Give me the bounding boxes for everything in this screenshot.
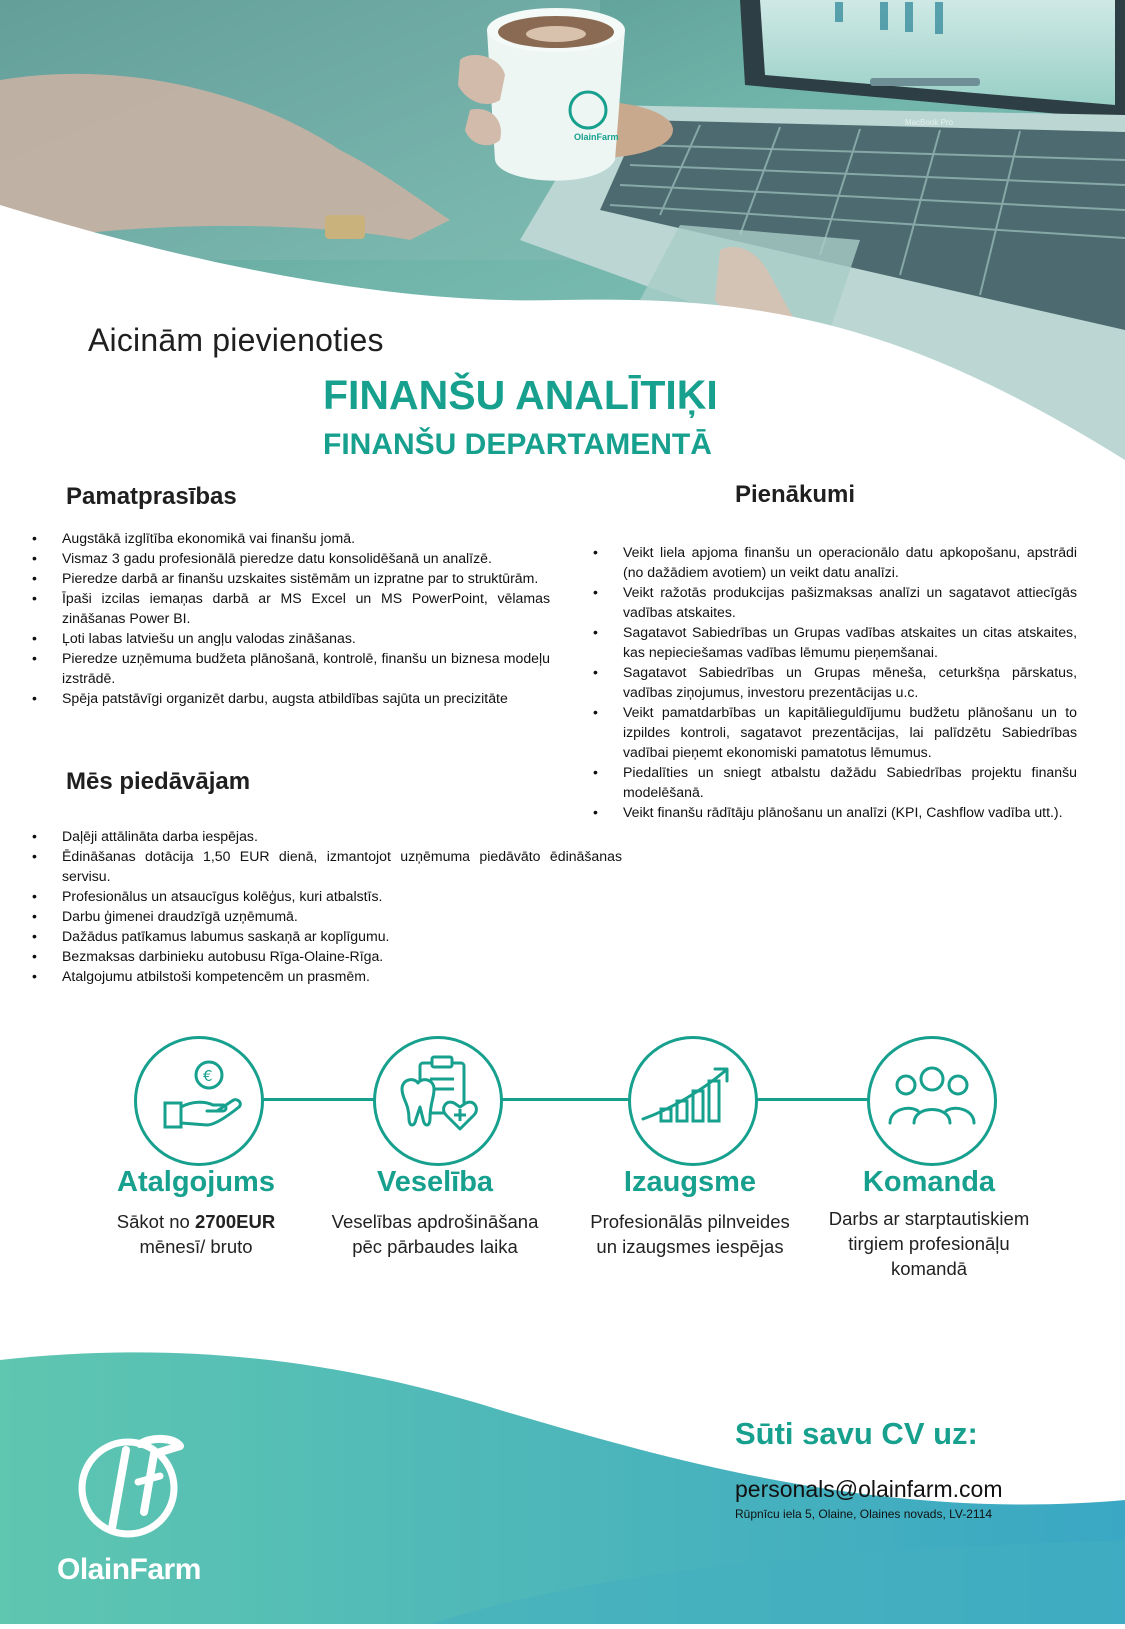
list-item: • Veikt pamatdarbības un kapitālieguldījumu budžetu plānošanu un to izpildes kontroli, sagatavot prezentācijas, lai palīdzētu Sabiedrības vadībai pieņemt ekonomiski pamatotus lēmumus. xyxy=(623,702,1077,762)
list-item: • Īpaši izcilas iemaņas darbā ar MS Excel un MS PowerPoint, vēlamas zināšanas Power BI. xyxy=(62,588,550,628)
list-item: • Darbu ģimenei draudzīgā uzņēmumā. xyxy=(62,906,622,926)
salary-hand-euro-icon xyxy=(137,1039,261,1163)
intro-heading: Aicinām pievienoties xyxy=(88,322,384,358)
offer-heading: Mēs piedāvājam xyxy=(66,768,251,795)
health-tooth-clipboard-icon xyxy=(376,1039,500,1163)
growth-circle xyxy=(628,1036,758,1166)
benefit-title: Atalgojums xyxy=(117,1166,275,1198)
brand-logo-text: OlainFarm xyxy=(57,1553,201,1586)
benefit-description xyxy=(809,1206,1049,1281)
requirements-list xyxy=(62,528,550,708)
benefit-description xyxy=(315,1209,555,1259)
benefit-text: komandā xyxy=(890,1258,968,1279)
list-item: • Bezmaksas darbinieku autobusu Rīga-Olaine-Rīga. xyxy=(62,946,622,966)
list-item: • Atalgojumu atbilstoši kompetencēm un prasmēm. xyxy=(62,966,622,986)
list-item: • Profesionālus un atsaucīgus kolēģus, kuri atbalstīs. xyxy=(62,886,622,906)
contact-address: Rūpnīcu iela 5, Olaine, Olaines novads, LV-2114 xyxy=(735,1507,993,1521)
benefit-text: Darbs ar starptautiskiem xyxy=(828,1208,1030,1229)
offer-list xyxy=(62,826,622,986)
list-item: • Sagatavot Sabiedrības un Grupas mēneša, ceturkšņa pārskatus, vadības ziņojumus, investoru prezentācijas u.c. xyxy=(623,662,1077,702)
benefit-text: un izaugsmes iespējas xyxy=(596,1236,784,1257)
department-title: FINANŠU DEPARTAMENTĀ xyxy=(323,428,712,461)
growth-bar-chart-icon xyxy=(631,1039,755,1163)
benefit-text: tirgiem profesionāļu xyxy=(848,1233,1010,1254)
list-item: • Dažādus patīkamus labumus saskaņā ar koplīgumu. xyxy=(62,926,622,946)
job-title: FINANŠU ANALĪTIĶI xyxy=(323,372,718,418)
salary-amount: 2700EUR xyxy=(194,1211,276,1232)
list-item: • Augstākā izglītība ekonomikā vai finanšu jomā. xyxy=(62,528,550,548)
benefits-connector-line xyxy=(190,1098,935,1101)
benefit-title: Izaugsme xyxy=(623,1166,757,1198)
benefit-text: Profesionālās pilnveides xyxy=(590,1211,790,1232)
list-item: • Veikt liela apjoma finanšu un operacionālo datu apkopošanu, apstrādi (no dažādiem avotiem) un veikt datu analīzi. xyxy=(623,542,1077,582)
benefit-description xyxy=(76,1209,316,1259)
benefit-text: Veselības apdrošināšana xyxy=(331,1211,539,1232)
duties-list xyxy=(623,542,1077,822)
svg-text:€: € xyxy=(203,1067,213,1085)
list-item: • Ļoti labas latviešu un angļu valodas zināšanas. xyxy=(62,628,550,648)
list-item: • Vismaz 3 gadu profesionālā pieredze datu konsolidēšanā un analīzē. xyxy=(62,548,550,568)
list-item: • Veikt finanšu rādītāju plānošanu un analīzi (KPI, Cashflow vadība utt.). xyxy=(623,802,1077,822)
benefit-text: pēc pārbaudes laika xyxy=(352,1236,518,1257)
list-item: • Daļēji attālināta darba iespējas. xyxy=(62,826,622,846)
benefit-title: Komanda xyxy=(862,1166,996,1198)
laptop-label: MacBook Pro xyxy=(905,118,954,127)
benefit-title: Veselība xyxy=(376,1166,494,1198)
list-item: • Veikt ražotās produkcijas pašizmaksas analīzi un sagatavot attiecīgās vadības atskaites. xyxy=(623,582,1077,622)
mug-logo-text: OlainFarm xyxy=(574,132,619,142)
list-item: • Spēja patstāvīgi organizēt darbu, augsta atbildības sajūta un precizitāte xyxy=(62,688,550,708)
benefit-text: Sākot no xyxy=(116,1211,195,1232)
olainfarm-logo-icon xyxy=(74,1432,186,1546)
requirements-heading: Pamatprasības xyxy=(66,483,237,510)
health-circle xyxy=(373,1036,503,1166)
list-item: • Pieredze uzņēmuma budžeta plānošanā, kontrolē, finanšu un biznesa modeļu izstrādē. xyxy=(62,648,550,688)
team-circle xyxy=(867,1036,997,1166)
duties-heading: Pienākumi xyxy=(735,481,856,508)
list-item: • Ēdināšanas dotācija 1,50 EUR dienā, izmantojot uzņēmuma piedāvāto ēdināšanas servisu. xyxy=(62,846,622,886)
cv-heading: Sūti savu CV uz: xyxy=(735,1416,978,1451)
list-item: • Sagatavot Sabiedrības un Grupas vadības atskaites un citas atskaites, kas nepieciešamas vadības lēmumu pieņemšanai. xyxy=(623,622,1077,662)
team-people-icon xyxy=(870,1039,994,1163)
salary-circle xyxy=(134,1036,264,1166)
list-item: • Piedalīties un sniegt atbalstu dažādu Sabiedrības projektu finanšu modelēšanā. xyxy=(623,762,1077,802)
contact-email[interactable]: personals@olainfarm.com xyxy=(735,1476,1003,1502)
benefit-text: mēnesī/ bruto xyxy=(139,1236,253,1257)
benefit-description xyxy=(570,1209,810,1259)
list-item: • Pieredze darbā ar finanšu uzskaites sistēmām un izpratne par to struktūrām. xyxy=(62,568,550,588)
